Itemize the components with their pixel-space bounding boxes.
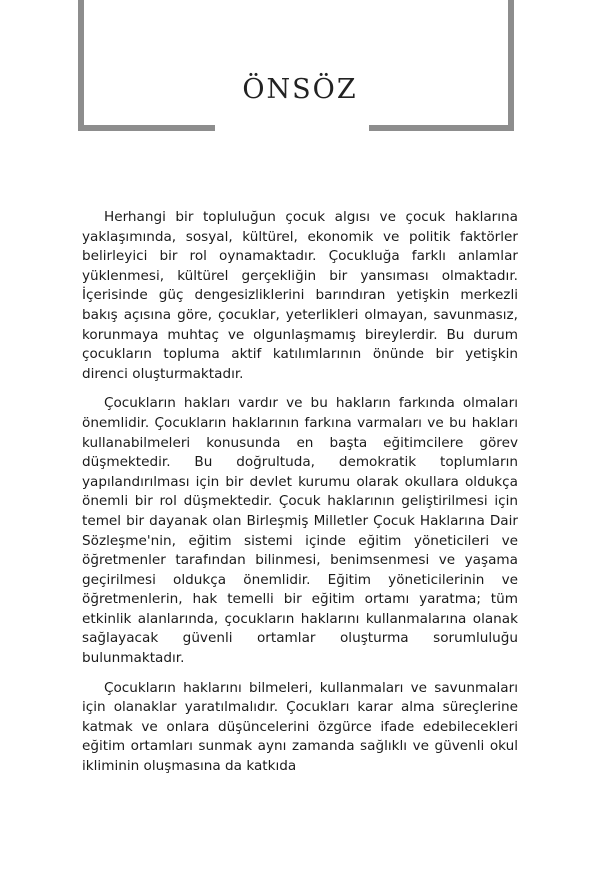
paragraph-1: Herhangi bir topluluğun çocuk algısı ve çocuk haklarına yaklaşımında, sosyal, kültürel, ekonomik ve politik faktörler belirleyici bir rol oynamaktadır. Çocukluğa farklı anlamlar yüklenmesi, kültürel gerçekliğin bir yansıması olmaktadır. İçerisinde güç dengesizliklerini barındıran yetişkin merkezli bakış açısına göre, çocuklar, yeterlikleri olmayan, savunmasız, korunmaya muhtaç ve olgunlaşmamış bireylerdir. Bu durum çocukların topluma aktif katılımlarının önünde bir yetişkin direnci oluşturmaktadır. xyxy=(82,209,518,382)
frame-bottom-left-rule xyxy=(78,125,215,131)
body-text xyxy=(82,208,518,787)
frame-bottom-right-rule xyxy=(369,125,514,131)
paragraph-3: Çocukların haklarını bilmeleri, kullanmaları ve savunmaları için olanaklar yaratılmalıdır. Çocukları karar alma süreçlerine katmak ve onlara düşüncelerini özgürce ifade edebilecekleri eğitim ortamları sunmak aynı zamanda sağlıklı ve güvenli okul ikliminin oluşmasına da katkıda xyxy=(82,679,518,775)
page-title: ÖNSÖZ xyxy=(242,74,358,105)
title-frame xyxy=(78,0,514,129)
paragraph-2: Çocukların hakları vardır ve bu hakların farkında olmaları önemlidir. Çocukların haklarının farkına varmaları ve bu hakları kullanabilmeleri konusunda en başta eğitimcilere görev düşmektedir. Bu doğrultuda, demokratik toplumların yapılandırılması için bir devlet kurumu olarak okullara oldukça önemli bir rol düşmektedir. Çocuk haklarının geliştirilmesi için temel bir dayanak olan Birleşmiş Milletler Çocuk Haklarına Dair Sözleşme'nin, eğitim sistemi içinde eğitim yöneticileri ve öğretmenler tarafından bilinmesi, benimsenmesi ve yaşama geçirilmesi oldukça önemlidir. Eğitim yöneticilerinin ve öğretmenlerin, hak temelli bir eğitim ortamı yaratma; tüm etkinlik alanlarında, çocukların haklarını kullanmalarına olanak sağlayacak güvenli ortamlar oluşturma sorumluluğu bulunmaktadır. xyxy=(82,395,518,667)
